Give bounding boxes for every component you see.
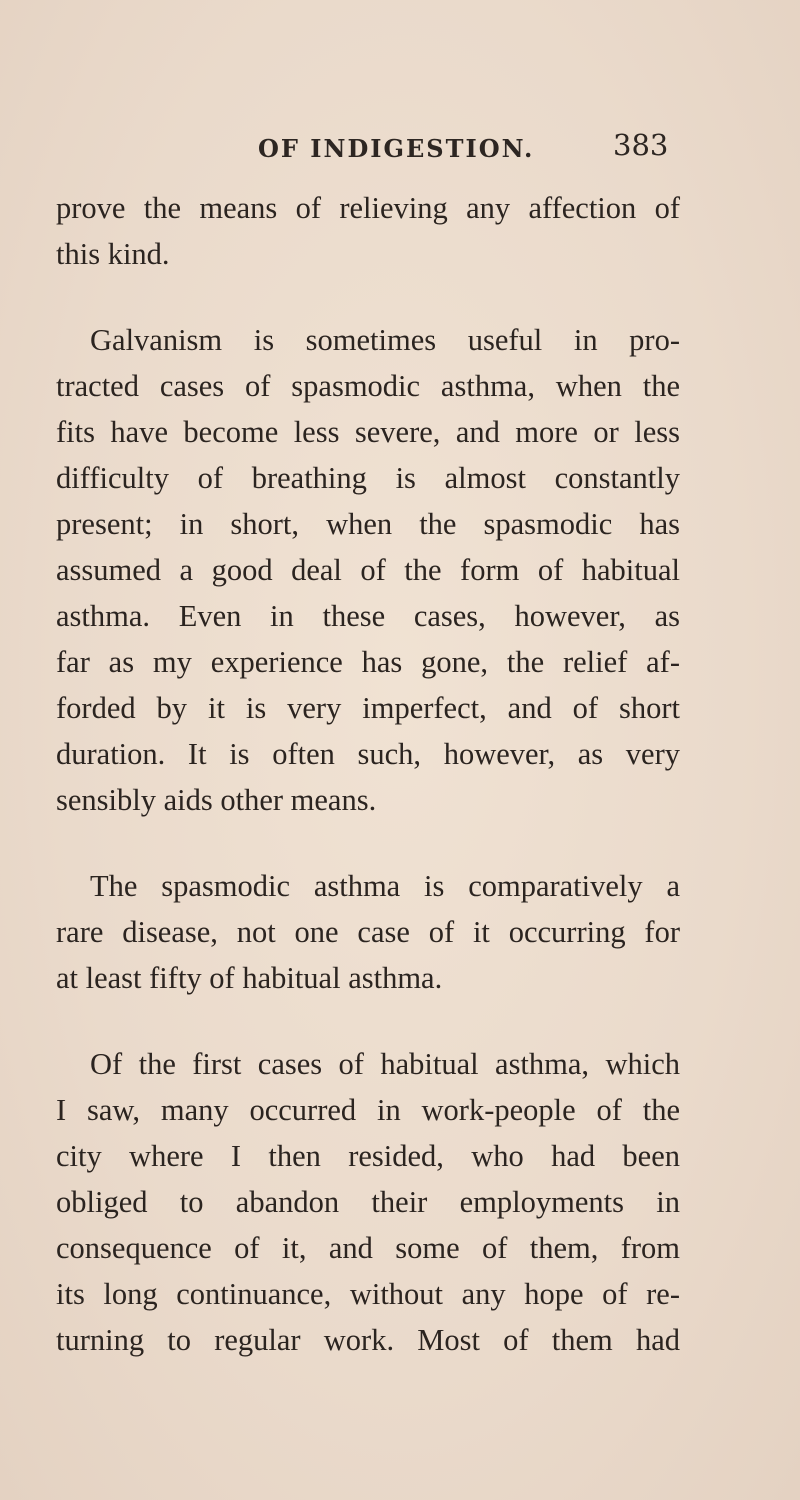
text-line: sensibly aids other means. <box>56 783 377 817</box>
text-line: The spasmodic asthma is comparatively a <box>90 869 680 903</box>
text-line: far as my experience has gone, the relief af- <box>56 645 680 679</box>
text-line: assumed a good deal of the form of habitual <box>56 553 680 587</box>
text-line: tracted cases of spasmodic asthma, when the <box>56 369 680 403</box>
text-line: asthma. Even in these cases, however, as <box>56 599 680 633</box>
page-number: 383 <box>613 128 669 162</box>
text-line: this kind. <box>56 237 170 271</box>
text-line: consequence of it, and some of them, from <box>56 1231 680 1265</box>
text-line: Of the first cases of habitual asthma, which <box>90 1047 680 1081</box>
text-line: its long continuance, without any hope of re- <box>56 1277 680 1311</box>
text-line: turning to regular work. Most of them had <box>56 1323 680 1357</box>
text-line: obliged to abandon their employments in <box>56 1185 680 1219</box>
paragraph-1 <box>56 185 680 277</box>
text-line: present; in short, when the spasmodic has <box>56 507 680 541</box>
chapter-title: OF INDIGESTION. <box>258 134 535 163</box>
body-text <box>56 185 680 1363</box>
text-line: city where I then resided, who had been <box>56 1139 680 1173</box>
text-line: I saw, many occurred in work-people of the <box>56 1093 680 1127</box>
running-head <box>0 128 800 168</box>
text-line: rare disease, not one case of it occurring for <box>56 915 680 949</box>
paragraph-4 <box>56 1041 680 1363</box>
text-line: Galvanism is sometimes useful in pro- <box>90 323 680 357</box>
paragraph-3 <box>56 863 680 1001</box>
text-line: at least fifty of habitual asthma. <box>56 961 443 995</box>
text-line: difficulty of breathing is almost constantly <box>56 461 680 495</box>
text-line: duration. It is often such, however, as very <box>56 737 680 771</box>
text-line: prove the means of relieving any affection of <box>56 191 680 225</box>
text-line: forded by it is very imperfect, and of short <box>56 691 680 725</box>
text-line: fits have become less severe, and more or less <box>56 415 680 449</box>
paragraph-2 <box>56 317 680 823</box>
